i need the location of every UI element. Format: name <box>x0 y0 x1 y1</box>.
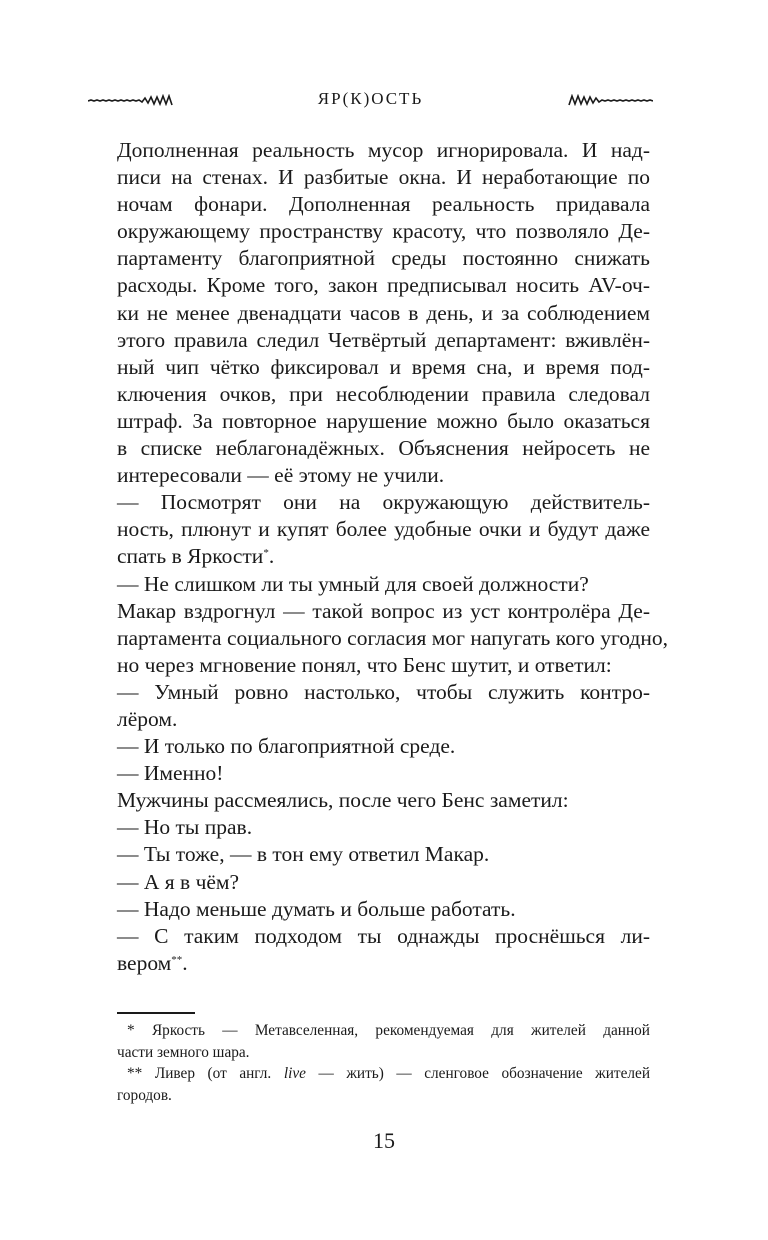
text-line: Макар вздрогнул — такой вопрос из уст контролёра Де- <box>117 598 650 623</box>
text-line: Дополненная реальность мусор игнорировала. И над- <box>117 138 650 162</box>
text-line: расходы. Кроме того, закон предписывал носить AV-оч- <box>117 273 650 298</box>
text-line <box>117 950 650 977</box>
text-line: интересовали — её этому не учили. <box>117 463 445 488</box>
text-line-tail: . <box>268 544 275 569</box>
text-line: партамента социального согласия мог напугать кого угодно, <box>117 625 668 650</box>
text-line: — А я в чём? <box>117 869 240 894</box>
text-line-content: спать в Яркости <box>117 544 264 569</box>
text-line: ность, плюнут и купят более удобные очки и будут даже <box>117 517 650 542</box>
footnotes <box>117 1020 650 1106</box>
paragraph <box>117 760 650 787</box>
text-line: штраф. За повторное нарушение можно было оказаться <box>117 408 650 433</box>
text-line: ключения очков, при несоблюдении правила следовал <box>117 381 650 406</box>
footnote-text: Яркость — Метавселенная, рекомендуемая для жителей данной <box>151 1022 650 1039</box>
running-header <box>88 88 653 112</box>
text-line: писи на стенах. И разбитые окна. И неработающие по <box>117 165 650 190</box>
footnote-marker: ** <box>127 1065 143 1082</box>
text-line: окружающему пространству красоту, что позволяло Де- <box>117 219 650 244</box>
text-line: лёром. <box>117 706 178 731</box>
text-line-content: вером <box>117 950 172 975</box>
paragraph <box>117 733 650 760</box>
footnote-rule <box>117 1012 195 1014</box>
text-line: — Не слишком ли ты умный для своей должности? <box>117 571 589 596</box>
paragraph <box>117 679 650 733</box>
page-number: 15 <box>373 1128 395 1153</box>
paragraph <box>117 896 650 923</box>
text-line: Мужчины рассмеялись, после чего Бенс заметил: <box>117 788 569 813</box>
footnote-italic-word: live <box>283 1065 306 1082</box>
paragraph <box>117 571 650 598</box>
footnote-reference: * <box>263 547 269 560</box>
paragraph <box>117 869 650 896</box>
text-line: — Посмотрят они на окружающую действитель- <box>117 490 650 515</box>
text-line: — И только по благоприятной среде. <box>117 734 456 759</box>
text-line: — Надо меньше думать и больше работать. <box>117 896 516 921</box>
paragraph <box>117 814 650 841</box>
text-line: ный чип чётко фиксировал и время сна, и время под- <box>117 354 650 379</box>
text-line: в списке неблагонадёжных. Объяснения нейросеть не <box>117 436 650 461</box>
text-line-tail: . <box>182 950 188 975</box>
paragraph <box>117 137 650 489</box>
footnote-text-cont: городов. <box>117 1086 172 1104</box>
text-line: — Именно! <box>117 761 224 786</box>
footnote-reference: ** <box>171 953 183 966</box>
footnote-1 <box>117 1020 650 1063</box>
text-line: — Ты тоже, — в тон ему ответил Макар. <box>117 842 490 867</box>
text-line: — Умный ровно настолько, чтобы служить контро- <box>117 679 650 704</box>
text-line: но через мгновение понял, что Бенс шутит, и ответил: <box>117 652 612 677</box>
footnote-marker: * <box>127 1022 135 1039</box>
paragraph <box>117 923 650 977</box>
paragraph <box>117 489 650 570</box>
text-line: ки не менее двенадцати часов в день, и за соблюдением <box>117 300 650 325</box>
text-line: этого правила следил Четвёртый департамент: вживлён- <box>117 327 650 352</box>
footnote-text-cont: части земного шара. <box>117 1043 250 1061</box>
paragraph <box>117 598 668 679</box>
footnote-text-post: — жить) — сленговое обозначение жителей <box>305 1065 651 1082</box>
text-line: — Но ты прав. <box>117 815 253 840</box>
body-text <box>117 137 668 977</box>
footnote-2 <box>117 1063 650 1106</box>
paragraph <box>117 841 650 868</box>
text-line: партаменту благоприятной среды постоянно снижать <box>117 246 650 271</box>
text-line: ночам фонари. Дополненная реальность придавала <box>117 192 650 217</box>
footnote-text-pre: Ливер (от англ. <box>154 1065 284 1082</box>
text-line: — С таким подходом ты однажды проснёшься ли- <box>117 923 650 948</box>
text-line <box>117 543 650 570</box>
paragraph <box>117 787 650 814</box>
running-title: ЯР(К)ОСТЬ <box>317 89 424 108</box>
right-ornament-icon <box>567 94 653 106</box>
